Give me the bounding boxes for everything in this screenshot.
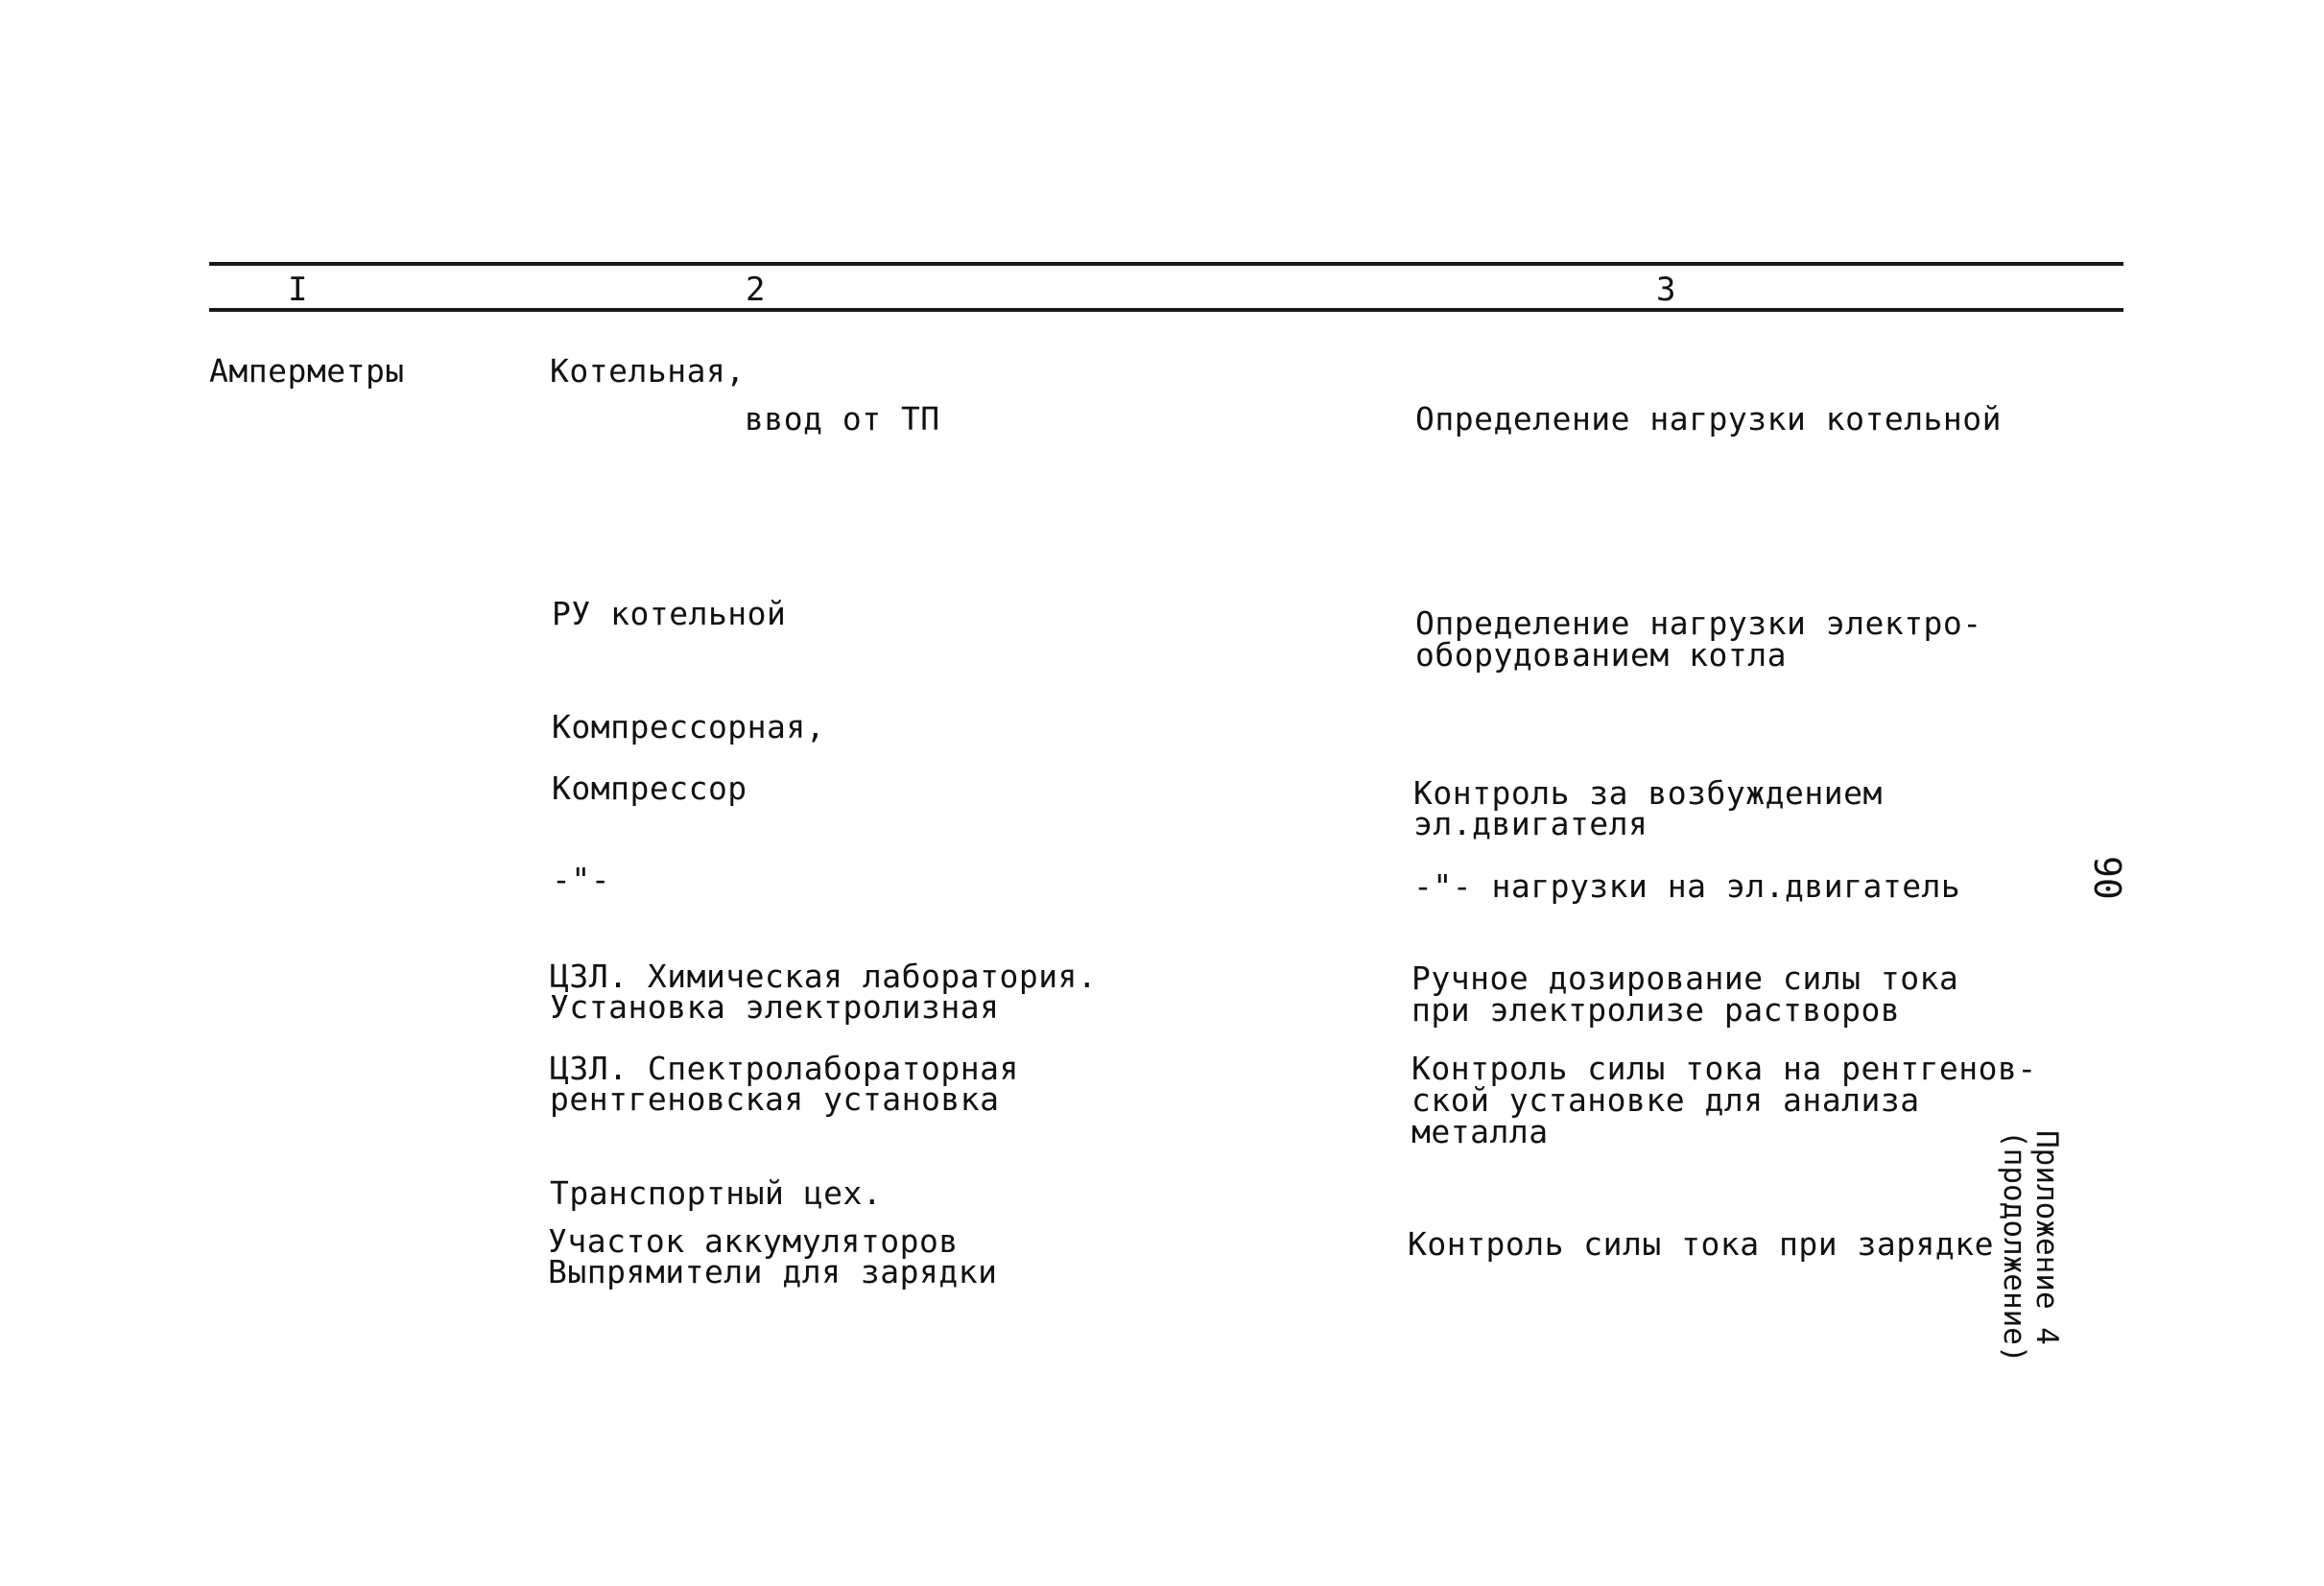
row-1-col2-line-2: ввод от ТП (745, 400, 940, 438)
row-5-col2-line-1: -"- (552, 861, 611, 898)
row-7-col3-line-2: ской установке для анализа (1411, 1081, 1920, 1119)
appendix-label (1998, 1130, 2063, 1363)
row-2-col3-line-2: оборудованием котла (1415, 636, 1787, 674)
row-9-col2-line-1: Участок аккумуляторов (548, 1222, 959, 1260)
appendix-title: Приложение 4 (2029, 1130, 2064, 1345)
column-number-3: 3 (1656, 271, 1676, 309)
row-6-col3-line-2: при электролизе растворов (1411, 991, 1901, 1029)
row-8-col2-line-1: Транспортный цех. (550, 1174, 883, 1212)
row-5-col3-line-1: -"- нагрузки на эл.двигатель (1413, 867, 1961, 905)
row-7-col2-line-2: рентгеновская установка (550, 1080, 1000, 1118)
appendix-continuation: (продолжение) (1997, 1130, 2031, 1363)
table-rule-top (209, 262, 2123, 266)
row-7-col3-line-1: Контроль силы тока на рентгенов- (1411, 1050, 2037, 1087)
row-2-col2-line-1: РУ котельной (552, 595, 787, 632)
table-rule-bottom (209, 308, 2123, 312)
row-6-col3-line-1: Ручное дозирование силы тока (1411, 959, 1959, 997)
row-6-col2-line-2: Установка электролизная (550, 988, 1000, 1026)
row-6-col2-line-1: ЦЗЛ. Химическая лаборатория. (550, 958, 1098, 995)
row-7-col3-line-3: металла (1411, 1113, 1549, 1150)
row-9-col2-line-2: Выпрямители для зарядки (548, 1253, 998, 1290)
row-4-col2-line-1: Компрессор (552, 769, 747, 807)
page-number: 90 (2086, 856, 2128, 900)
instrument-label: Амперметры (209, 352, 405, 390)
row-1-col3-line-1: Определение нагрузки котельной (1415, 400, 2003, 438)
row-4-col3-line-2: эл.двигателя (1413, 805, 1648, 842)
row-7-col2-line-1: ЦЗЛ. Спектролабораторная (550, 1050, 1019, 1087)
row-3-col2-line-1: Компрессорная, (552, 708, 826, 746)
column-number-2: 2 (746, 271, 766, 309)
row-4-col3-line-1: Контроль за возбуждением (1413, 774, 1883, 812)
column-number-1: I (288, 271, 308, 309)
row-1-col2-line-1: Котельная, (550, 352, 746, 390)
row-9-col3-line-1: Контроль силы тока при зарядке (1408, 1225, 1995, 1263)
row-2-col3-line-1: Определение нагрузки электро- (1415, 604, 1982, 642)
